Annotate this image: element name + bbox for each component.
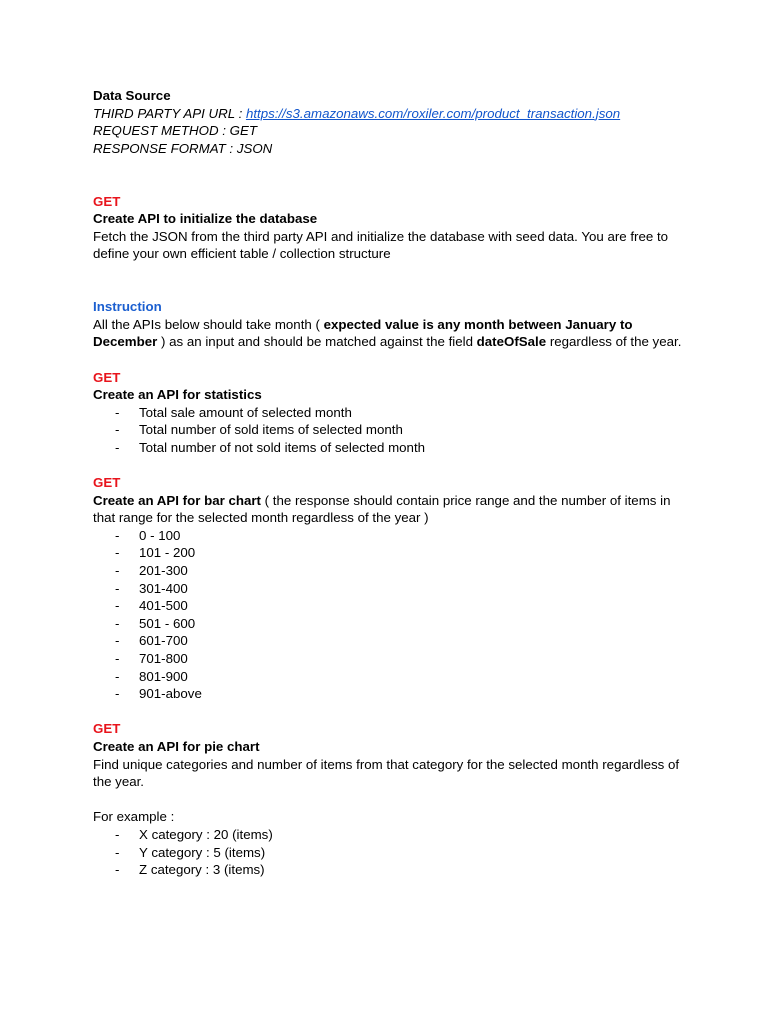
instruction-bold-1: expected value is any month between January to December	[93, 316, 633, 350]
dash-bullet: -	[115, 404, 120, 420]
list-item	[93, 650, 683, 668]
dash-bullet: -	[115, 598, 120, 614]
price-range-list	[93, 527, 683, 703]
list-item-text: Total number of not sold items of selected month	[139, 439, 426, 455]
list-item	[93, 844, 683, 862]
list-item	[93, 580, 683, 598]
api-url-label: THIRD PARTY API URL :	[93, 105, 246, 121]
pie-chart-title: Create an API for pie chart	[93, 738, 260, 754]
init-body: Fetch the JSON from the third party API and initialize the database with seed data. You are free to define your own efficient table / collection structure	[93, 228, 669, 262]
api-url-link[interactable]: https://s3.amazonaws.com/roxiler.com/product_transaction.json	[245, 105, 621, 121]
instruction-text-1: All the APIs below should take month (	[93, 316, 324, 332]
dash-bullet: -	[115, 651, 120, 666]
dash-bullet: -	[115, 545, 120, 561]
dash-bullet: -	[115, 826, 120, 842]
list-item	[93, 544, 683, 562]
pie-chart-body: Find unique categories and number of items from that category for the selected month regardless of the year.	[93, 756, 680, 790]
dash-bullet: -	[115, 668, 120, 684]
list-item	[93, 615, 683, 633]
document-content	[93, 87, 683, 879]
dash-bullet: -	[115, 615, 120, 631]
list-item	[93, 421, 683, 439]
statistics-method-label: GET	[93, 369, 121, 385]
list-item-text: 501 - 600	[139, 615, 196, 631]
dash-bullet: -	[115, 862, 120, 878]
list-item	[93, 562, 683, 580]
list-item-text: Total number of sold items of selected month	[139, 422, 403, 438]
instruction-text-3: regardless of the year.	[546, 334, 682, 350]
list-item-text: 801-900	[139, 668, 188, 684]
list-item-text: 401-500	[139, 598, 188, 614]
list-item	[93, 632, 683, 650]
instruction-text-2: ) as an input and should be matched against the field	[157, 334, 477, 350]
request-method-line: REQUEST METHOD : GET	[93, 123, 258, 139]
instruction-bold-2: dateOfSale	[476, 334, 547, 350]
list-item	[93, 668, 683, 686]
list-item-text: Z category : 3 (items)	[139, 862, 265, 878]
bar-chart-desc: ( the response should contain price range and the number of items in that range for the selected month regardless of the year )	[93, 492, 671, 526]
init-title: Create API to initialize the database	[93, 211, 318, 227]
list-item-text: 601-700	[139, 633, 188, 649]
list-item-text: 701-800	[139, 651, 188, 666]
list-item-text: 301-400	[139, 580, 188, 596]
list-item-text: 0 - 100	[139, 527, 181, 543]
dash-bullet: -	[115, 580, 120, 596]
dash-bullet: -	[115, 439, 120, 455]
list-item-text: X category : 20 (items)	[139, 826, 273, 842]
list-item	[93, 597, 683, 615]
pie-chart-method-label: GET	[93, 721, 121, 737]
dash-bullet: -	[115, 633, 120, 649]
data-source-heading: Data Source	[93, 88, 171, 103]
dash-bullet: -	[115, 563, 120, 579]
list-item	[93, 685, 683, 703]
statistics-title: Create an API for statistics	[93, 387, 262, 403]
dash-bullet: -	[115, 422, 120, 438]
api-url-line	[93, 105, 683, 123]
list-item	[93, 527, 683, 545]
list-item-text: 901-above	[139, 686, 202, 702]
dash-bullet: -	[115, 527, 120, 543]
bar-chart-description	[93, 492, 683, 527]
list-item-text: 101 - 200	[139, 545, 196, 561]
statistics-list	[93, 404, 683, 457]
category-example-list	[93, 826, 683, 879]
list-item-text: Y category : 5 (items)	[139, 844, 266, 860]
list-item	[93, 439, 683, 457]
example-label: For example :	[93, 809, 175, 825]
list-item-text: 201-300	[139, 563, 188, 579]
list-item	[93, 404, 683, 422]
dash-bullet: -	[115, 844, 120, 860]
response-format-line: RESPONSE FORMAT : JSON	[93, 140, 273, 156]
dash-bullet: -	[115, 686, 120, 702]
instruction-heading: Instruction	[93, 299, 162, 315]
bar-chart-title: Create an API for bar chart	[93, 492, 261, 508]
list-item-text: Total sale amount of selected month	[139, 404, 352, 420]
init-method-label: GET	[93, 193, 121, 209]
bar-chart-method-label: GET	[93, 475, 121, 491]
list-item	[93, 826, 683, 844]
instruction-body	[93, 316, 683, 351]
list-item	[93, 861, 683, 879]
